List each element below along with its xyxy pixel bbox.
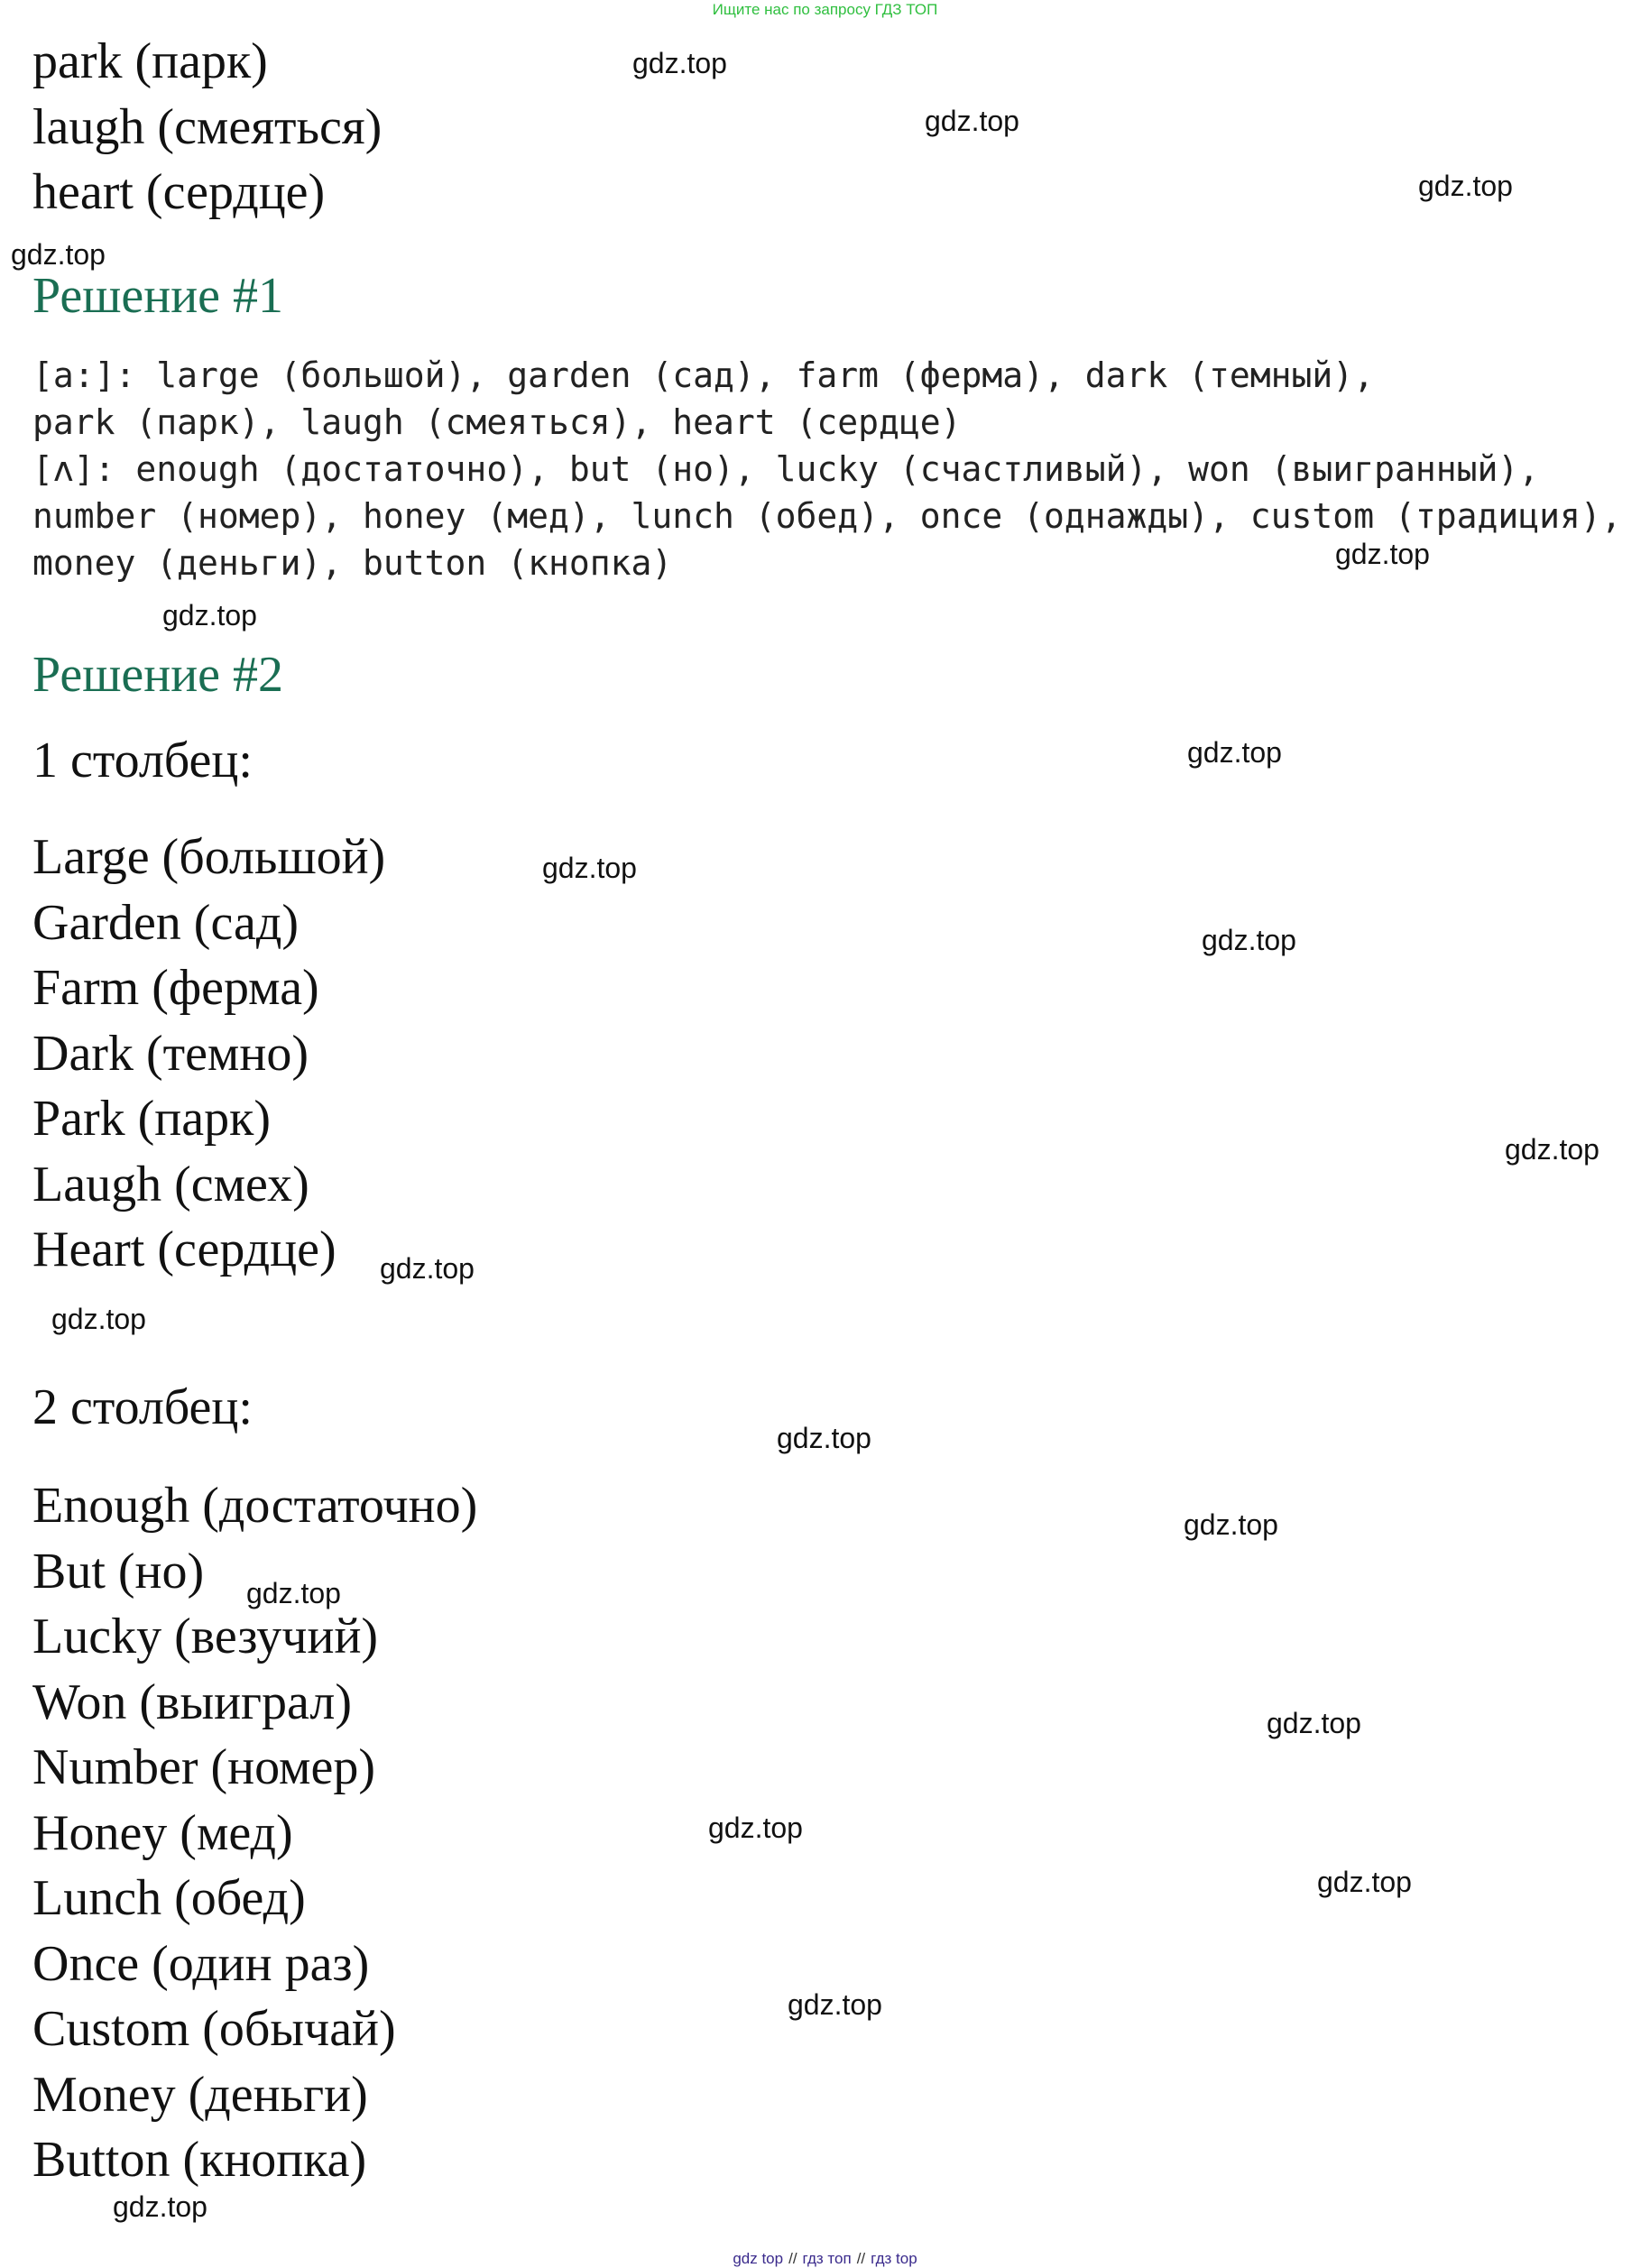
column-2-title: 2 столбец: (32, 1379, 253, 1435)
intro-word-list (32, 29, 382, 226)
watermark: gdz.top (788, 1988, 882, 2021)
watermark: gdz.top (1267, 1707, 1361, 1739)
intro-word: laugh (смеяться) (32, 98, 383, 155)
solution-2-heading: Решение #2 (32, 647, 284, 703)
watermark: gdz.top (1317, 1866, 1412, 1898)
intro-word: heart (сердце) (32, 164, 326, 220)
column-2-word: Number (номер) (32, 1739, 375, 1795)
watermark: gdz.top (1202, 924, 1296, 956)
intro-word: park (парк) (32, 33, 268, 89)
watermark: gdz.top (51, 1303, 146, 1335)
footer-separator: // (856, 2250, 866, 2267)
solution-1-line: [a:]: large (большой), garden (сад), farm (ферма), dark (темный), (32, 355, 1375, 395)
column-2-word: Lucky (везучий) (32, 1609, 379, 1664)
column-1-word: Dark (темно) (32, 1025, 309, 1082)
watermark: gdz.top (1335, 538, 1430, 570)
column-1-word: Park (парк) (32, 1091, 271, 1147)
column-2-word: Once (один раз) (32, 1935, 370, 1992)
watermark: gdz.top (708, 1812, 803, 1844)
solution-1-line: money (деньги), button (кнопка) (32, 543, 673, 583)
footer-separator: // (788, 2250, 797, 2267)
watermark: gdz.top (11, 238, 106, 271)
column-2-word: Custom (обычай) (32, 2001, 396, 2057)
watermark: gdz.top (162, 599, 257, 632)
solution-1-heading: Решение #1 (32, 268, 284, 324)
solution-1-line: park (парк), laugh (смеяться), heart (сердце) (32, 402, 962, 442)
solution-1-line: number (номер), honey (мед), lunch (обед), once (однажды), custom (традиция), (32, 496, 1622, 536)
footer-link-gdz-top[interactable]: gdz top (733, 2250, 784, 2267)
column-2-word: But (но) (32, 1543, 205, 1600)
watermark: gdz.top (777, 1422, 871, 1454)
column-2-word: Money (деньги) (32, 2066, 368, 2123)
watermark: gdz.top (380, 1252, 475, 1285)
column-1-word: Garden (сад) (32, 894, 299, 951)
footer-links (0, 2250, 1650, 2268)
column-2-word: Honey (мед) (32, 1804, 293, 1861)
watermark: gdz.top (246, 1577, 341, 1609)
top-search-link[interactable]: Ищите нас по запросу ГДЗ ТОП (712, 1, 938, 18)
watermark: gdz.top (542, 852, 637, 884)
column-1-word: Laugh (смех) (32, 1156, 309, 1212)
column-1-title: 1 столбец: (32, 733, 253, 788)
watermark: gdz.top (1184, 1508, 1278, 1541)
column-2-word: Won (выиграл) (32, 1673, 352, 1730)
column-2-word: Lunch (обед) (32, 1870, 306, 1926)
column-2-word: Button (кнопка) (32, 2132, 367, 2188)
column-1-word-list (32, 825, 385, 1283)
footer-link-gdz-top-mixed[interactable]: гдз top (871, 2250, 917, 2267)
column-2-word: Enough (достаточно) (32, 1478, 478, 1534)
footer-link-gdz-top-ru[interactable]: гдз топ (802, 2250, 852, 2267)
solution-1-line: [ʌ]: enough (достаточно), but (но), lucky (счастливый), won (выигранный), (32, 449, 1540, 489)
watermark: gdz.top (1187, 736, 1282, 769)
watermark: gdz.top (1505, 1133, 1599, 1166)
watermark: gdz.top (632, 47, 727, 79)
column-1-word: Large (большой) (32, 829, 386, 885)
column-1-word: Heart (сердце) (32, 1222, 336, 1277)
watermark: gdz.top (1418, 170, 1513, 202)
column-1-word: Farm (ферма) (32, 960, 319, 1016)
watermark: gdz.top (925, 105, 1019, 137)
watermark: gdz.top (113, 2190, 207, 2223)
